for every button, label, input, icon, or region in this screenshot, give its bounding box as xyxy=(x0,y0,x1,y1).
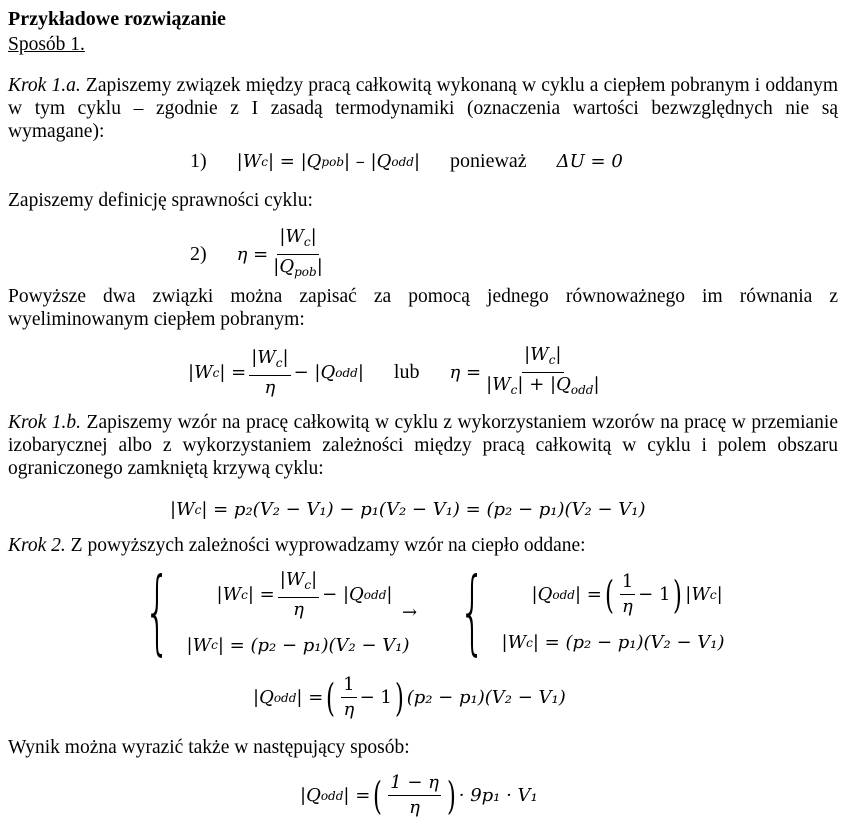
equation-4 xyxy=(170,499,646,520)
eq-part: | xyxy=(574,584,582,605)
eq-part: |W xyxy=(685,584,710,605)
eq-sub: odd xyxy=(570,383,594,397)
eq-sub: c xyxy=(303,235,311,249)
equation-6: |Q odd | = ( $\frac{1 - \eta}{\eta}$ ) · 9p₁ · V₁ xyxy=(300,772,538,818)
eq-part: 1 xyxy=(620,571,635,595)
eq-part: − |Q xyxy=(293,362,336,383)
result-text: Wynik można wyrazić także w następujący sposób: xyxy=(8,737,410,758)
eq-part: | xyxy=(219,362,226,383)
eq-part: |W xyxy=(188,362,213,383)
eq-sub: odd xyxy=(335,365,358,380)
eq-part: | xyxy=(201,499,208,520)
eq-part: = (p₂ − p₁)(V₂ − V₁) xyxy=(544,632,725,653)
eq-part: | xyxy=(413,151,421,172)
eq-sub: odd xyxy=(391,154,414,169)
eq-part: |W xyxy=(279,226,304,247)
eq-part: |W xyxy=(279,568,305,590)
eq-sub: pob xyxy=(321,154,344,169)
fraction xyxy=(249,347,290,399)
eq-part: | xyxy=(555,344,562,365)
eq-part: |W xyxy=(216,584,242,605)
eq-part: η = xyxy=(236,244,269,265)
eq-sub: c xyxy=(304,577,312,592)
eq-part: = xyxy=(466,362,482,383)
equation-1 xyxy=(190,150,623,173)
fraction xyxy=(620,571,635,618)
eq-sub: c xyxy=(510,383,518,397)
eq-part: |W xyxy=(236,151,262,172)
step-label: Krok 1.b. xyxy=(8,412,82,433)
equation-2 xyxy=(190,226,328,283)
step-label: Krok 2. xyxy=(8,535,66,556)
eq-part: + |Q xyxy=(523,374,571,395)
eq-part: | xyxy=(217,634,224,656)
eq-part: | = |Q xyxy=(267,151,322,172)
eq-part: η xyxy=(293,598,304,620)
eq-sub: c xyxy=(261,154,268,169)
eq-sub: c xyxy=(709,587,717,602)
eq-sub: c xyxy=(194,502,202,517)
eq-part: | xyxy=(386,584,393,605)
eq-part: = xyxy=(308,687,324,708)
eq-sub: c xyxy=(211,638,218,652)
page-title: Przykładowe rozwiązanie xyxy=(8,8,226,30)
eq-part: | xyxy=(310,226,317,247)
step-label: Krok 1.a. xyxy=(8,75,81,96)
eq-part: = xyxy=(259,584,275,605)
eq-part: |Q xyxy=(273,256,295,277)
fraction xyxy=(388,772,441,819)
eq-number: 2) xyxy=(190,243,207,265)
eq-sub: c xyxy=(275,355,283,370)
eq-part: = xyxy=(355,785,371,806)
step-1a-paragraph xyxy=(8,74,838,143)
eq-sub: c xyxy=(526,635,533,650)
step-2-paragraph xyxy=(8,535,586,557)
brace-icon: { xyxy=(144,558,171,665)
fraction xyxy=(278,569,319,621)
eq-part: = xyxy=(586,584,602,605)
eq-part: η xyxy=(409,797,420,818)
step-text: Zapiszemy związek między pracą całkowitą wykonaną w cyklu a ciepłem pobranym i oddanym w tym cyklu – zgodnie z I zasadą termodynamiki (oznaczenia wartości bezwzględnych nie są wymagane): xyxy=(8,75,838,142)
eq-word: lub xyxy=(393,361,420,383)
eq-part: · 9p₁ · V₁ xyxy=(458,785,538,806)
fraction xyxy=(341,674,356,721)
eq-part: | xyxy=(593,374,600,395)
eq-sub: c xyxy=(548,353,556,367)
eq-sub: pob xyxy=(294,265,317,279)
implies-arrow: → xyxy=(402,602,418,623)
eq-sub: odd xyxy=(320,788,344,803)
efficiency-fraction xyxy=(271,226,325,283)
eq-part: | xyxy=(282,346,289,368)
eq-part: = xyxy=(231,362,247,383)
eq-part: | xyxy=(357,362,364,383)
eq-sub: c xyxy=(212,365,220,380)
eq-part: (p₂ − p₁)(V₂ − V₁) xyxy=(406,687,566,708)
eq-part: = p₂(V₂ − V₁) − p₁(V₂ − V₁) = (p₂ − p₁)(V₂ − V₁) xyxy=(213,499,646,520)
eq-part: | xyxy=(532,632,539,653)
eq-sub: odd xyxy=(363,587,387,602)
eq-part: | xyxy=(517,374,524,395)
eq-part: = (p₂ − p₁)(V₂ − V₁) xyxy=(229,634,410,656)
eq-part: η xyxy=(264,376,276,398)
eq-part: − |Q xyxy=(322,584,364,605)
eq-part: |W xyxy=(524,344,549,365)
brace-icon: { xyxy=(459,558,486,665)
eq-part: η xyxy=(622,596,633,617)
eq-part: |W xyxy=(251,346,276,368)
step-text: Zapiszemy wzór na pracę całkowitą w cyklu z wykorzystaniem wzorów na pracę w przemianie izobarycznej albo z wykorzystaniem zależności między pracą całkowitą w cyklu i polem obszaru ograniczonego zamkniętą krzywą cyklu: xyxy=(8,412,839,479)
definition-text: Zapiszemy definicję sprawności cyklu: xyxy=(8,190,313,211)
combine-paragraph: Powyższe dwa związki można zapisać za pomocą jednego równoważnego im równania z wyeliminowanym ciepłem pobranym: xyxy=(8,286,838,330)
equation-3 xyxy=(188,344,605,401)
eq-part: ΔU = 0 xyxy=(556,151,623,172)
eq-part: 1 − η xyxy=(388,772,441,796)
equation-system-right: { |Q odd | = ( $\frac{1}{\eta}$ − 1 ) |W c | |W c | = (p₂ − p₁)(V₂ − V₁) xyxy=(459,558,725,665)
step-1b-paragraph xyxy=(8,411,838,480)
eq-part: − 1 xyxy=(359,687,392,708)
eq-part: |W xyxy=(186,634,212,656)
eq-part: | xyxy=(716,584,723,605)
eq-part: 1 xyxy=(341,674,356,698)
eq-sub: c xyxy=(241,587,248,602)
fraction xyxy=(484,344,601,401)
eq-part: |W xyxy=(170,499,195,520)
eq-part: | xyxy=(311,568,318,590)
eq-part: |W xyxy=(486,374,511,395)
equation-system-left xyxy=(128,558,410,665)
eq-part: | xyxy=(296,687,303,708)
eq-part: η xyxy=(449,362,461,383)
eq-sub: odd xyxy=(273,690,297,705)
eq-part: | – |Q xyxy=(344,151,392,172)
method-heading: Sposób 1. xyxy=(8,34,85,55)
eq-part: − 1 xyxy=(638,584,671,605)
eq-word: ponieważ xyxy=(450,150,527,172)
eq-part: | xyxy=(247,584,254,605)
eq-part: | xyxy=(316,256,323,277)
step-text: Z powyższych zależności wyprowadzamy wzór na ciepło oddane: xyxy=(65,535,586,556)
eq-part: η xyxy=(343,699,355,720)
eq-part: |W xyxy=(501,632,527,653)
equation-5: |Q odd | = ( $\frac{1}{\eta}$ − 1 ) (p₂ − p₁)(V₂ − V₁) xyxy=(253,674,566,720)
eq-number: 1) xyxy=(190,150,207,172)
eq-sub: odd xyxy=(552,587,575,602)
eq-part: | xyxy=(343,785,350,806)
